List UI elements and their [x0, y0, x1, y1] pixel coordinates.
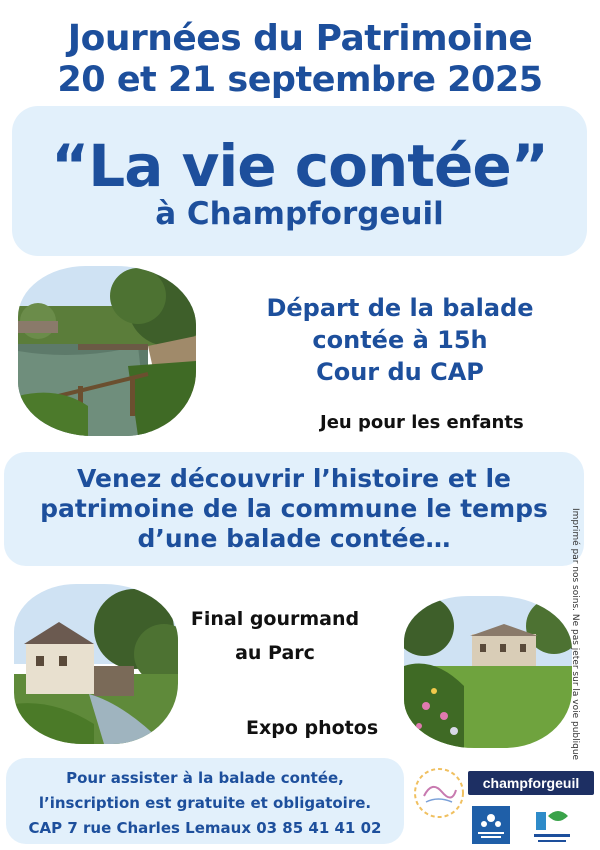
event-dates: 20 et 21 septembre 2025 [57, 60, 543, 100]
calligraphy-logo [412, 766, 466, 820]
departure-line2: contée à 15h [312, 326, 488, 354]
department-logo [530, 806, 574, 846]
registration-info [6, 766, 404, 841]
photo-river-path [18, 266, 196, 436]
photo-park [404, 596, 572, 748]
departure-info [230, 292, 570, 388]
hero-subtitle: à Champforgeuil [155, 196, 444, 232]
info-line2: l’inscription est gratuite et obligatoire. [38, 794, 372, 812]
hero-title: “La vie contée” [51, 132, 548, 200]
print-notice: Imprimé par nos soins. Ne pas jeter sur la voie publique [570, 508, 580, 761]
departure-line1: Départ de la balade [266, 294, 534, 322]
activity-kids-game: Jeu pour les enfants [320, 412, 524, 433]
final-info [180, 602, 370, 670]
final-line1: Final gourmand [190, 608, 360, 630]
photo-mill [14, 584, 178, 744]
cta-line1: Venez découvrir l’histoire et le [77, 464, 511, 493]
caf-logo [472, 806, 510, 844]
departure-line3: Cour du CAP [316, 358, 484, 386]
cta-line2: patrimoine de la commune le temps [40, 494, 548, 523]
activity-photo-expo: Expo photos [246, 717, 379, 739]
cta-text [4, 464, 584, 554]
event-title: Journées du Patrimoine [67, 18, 533, 59]
cta-line3: d’une balade contée… [137, 524, 451, 553]
info-line1: Pour assister à la balade contée, [66, 769, 344, 787]
final-line2: au Parc [235, 642, 315, 664]
info-line3: CAP 7 rue Charles Lemaux 03 85 41 41 02 [28, 819, 382, 837]
champforgeuil-logo: champforgeuil [468, 771, 594, 795]
